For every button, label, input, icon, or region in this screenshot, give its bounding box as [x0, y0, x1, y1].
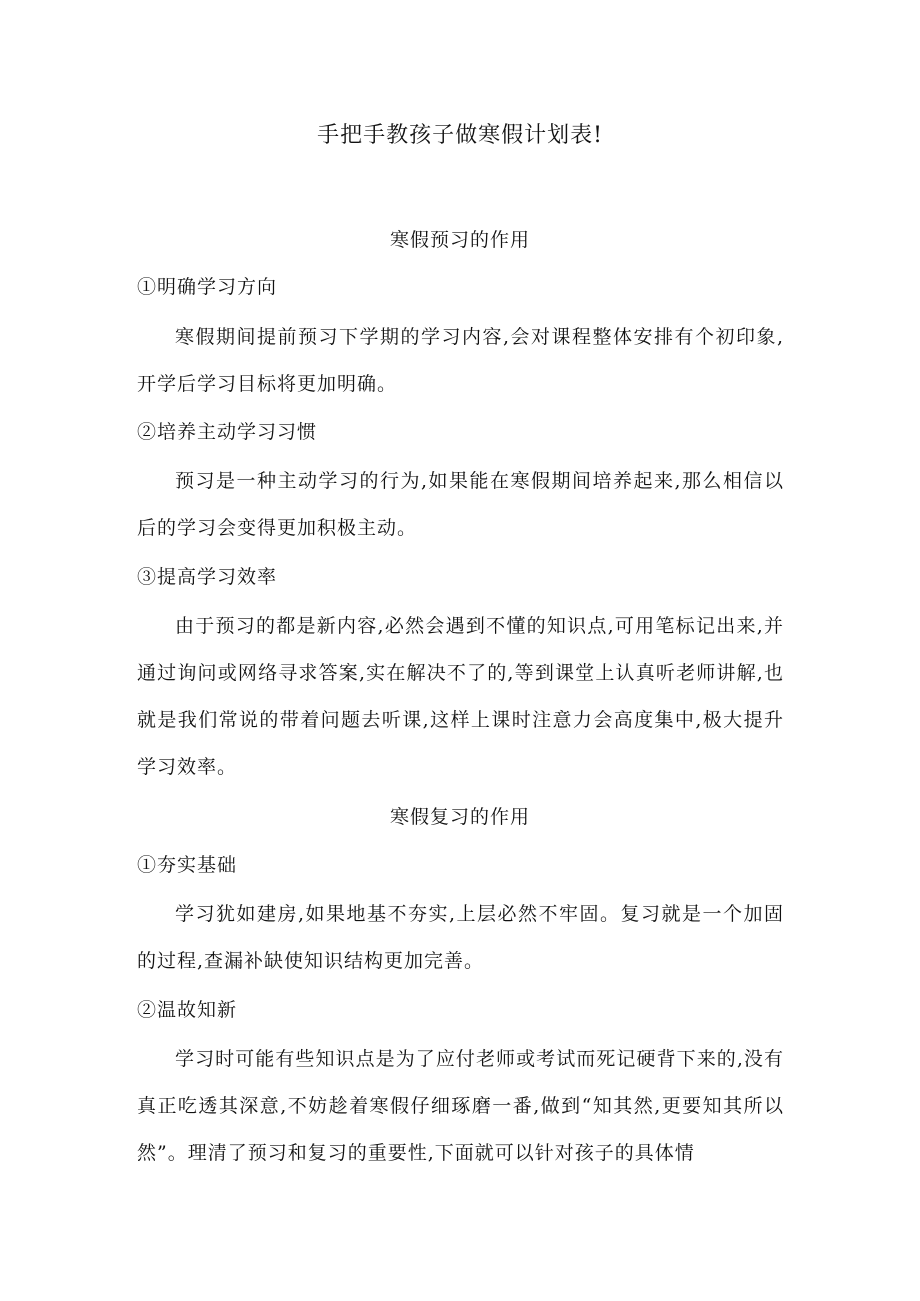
- paragraph-foundation: 学习犹如建房,如果地基不夯实,上层必然不牢固。复习就是一个加固的过程,查漏补缺使知识结构更加完善。: [137, 903, 784, 972]
- section-heading-preview: 寒假预习的作用: [389, 229, 530, 251]
- section-heading-review: 寒假复习的作用: [389, 806, 530, 828]
- paragraph-active-habit: 预习是一种主动学习的行为,如果能在寒假期间培养起来,那么相信以后的学习会变得更加积极主动。: [137, 470, 784, 539]
- document-title: 手把手教孩子做寒假计划表!: [317, 123, 603, 148]
- paragraph-review-new: 学习时可能有些知识点是为了应付老师或考试而死记硬背下来的,没有真正吃透其深意,不妨趁着寒假仔细琢磨一番,做到“知其然,更要知其所以然”。理清了预习和复习的重要性,下面就可以针对孩子的具体情: [137, 1048, 784, 1164]
- paragraph-efficiency: 由于预习的都是新内容,必然会遇到不懂的知识点,可用笔标记出来,并通过询问或网络寻求答案,实在解决不了的,等到课堂上认真听老师讲解,也就是我们常说的带着问题去听课,这样上课时注意力会高度集中,极大提升学习效率。: [137, 615, 784, 778]
- item-heading-active-habit: ②培养主动学习习惯: [137, 421, 318, 443]
- item-heading-clear-direction: ①明确学习方向: [137, 276, 278, 298]
- item-heading-efficiency: ③提高学习效率: [137, 566, 278, 588]
- item-heading-foundation: ①夯实基础: [137, 854, 238, 876]
- paragraph-clear-direction: 寒假期间提前预习下学期的学习内容,会对课程整体安排有个初印象,开学后学习目标将更加明确。: [137, 326, 784, 395]
- item-heading-review-new: ②温故知新: [137, 999, 238, 1021]
